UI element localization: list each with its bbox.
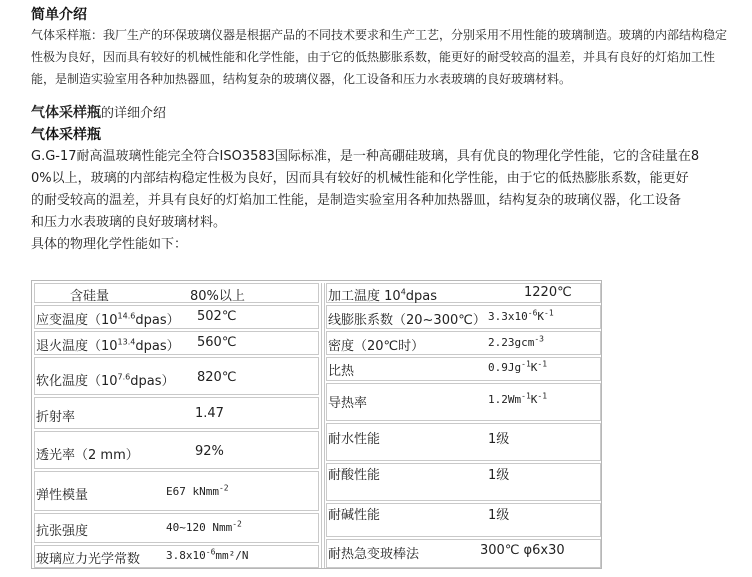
table-divider — [321, 283, 325, 568]
property-value: 1220℃ — [524, 285, 572, 300]
value-part: E67 kNmm — [166, 485, 219, 498]
property-value — [488, 361, 547, 374]
value-sup: -1 — [537, 391, 548, 401]
property-label: 线膨胀系数（20~300℃） — [328, 313, 486, 328]
property-label: 折射率 — [36, 410, 76, 425]
value-sup: -6 — [205, 547, 216, 557]
value-part: K — [537, 310, 545, 323]
detail-line: 和压力水表玻璃的良好玻璃材料。 — [31, 215, 227, 230]
intro-title: 简单介绍 — [31, 7, 87, 23]
property-value — [166, 549, 249, 562]
property-label: 抗张强度 — [36, 524, 89, 539]
property-label: 导热率 — [328, 396, 368, 411]
property-value: 92% — [195, 444, 224, 459]
property-label: 耐碱性能 — [328, 508, 381, 523]
table-cell — [34, 397, 319, 429]
property-value: 820℃ — [197, 370, 237, 385]
property-label: 透光率（2 mm） — [36, 448, 139, 463]
detail-line: G.G-17耐高温玻璃性能完全符合ISO3583国际标准，是一种高硼硅玻璃，具有优良的物理化学性能，它的含硅量在8 — [31, 149, 700, 164]
property-label: 含硅量 — [70, 289, 110, 304]
value-part: K — [530, 393, 538, 406]
property-label — [328, 285, 437, 304]
detail-line: 的耐受较高的温差，并具有良好的灯焰加工性能，是制造实验室用各种加热器皿，结构复杂的玻璃仪器，化工设备 — [31, 193, 682, 208]
property-value — [488, 393, 547, 406]
value-part: 0.9Jg — [488, 361, 522, 374]
label-part: dpas） — [130, 374, 175, 389]
detail-paragraph — [31, 146, 699, 256]
properties-table — [31, 280, 602, 569]
detail-heading — [31, 102, 166, 122]
property-label — [36, 309, 180, 328]
value-part: K — [530, 361, 538, 374]
property-label: 弹性模量 — [36, 488, 89, 503]
value-sup: -1 — [521, 359, 531, 369]
label-part: dpas） — [135, 313, 180, 328]
value-part: mm²/N — [215, 549, 249, 562]
table-cell — [326, 383, 601, 421]
value-part: 3.3x10 — [488, 310, 528, 323]
label-part: 软化温度（10 — [36, 374, 118, 389]
value-sup: -2 — [218, 483, 229, 493]
intro-line: 气体采样瓶：我厂生产的环保玻璃仪器是根据产品的不同技术要求和生产工艺，分别采用不用性能的玻璃制造。玻璃的内部结构稳定 — [31, 28, 728, 42]
property-value — [488, 310, 554, 323]
label-part: dpas） — [135, 339, 180, 354]
label-sup: 14.6 — [117, 311, 136, 321]
property-value: 560℃ — [197, 335, 237, 350]
label-sup: 4 — [400, 287, 406, 297]
label-part: 退火温度（10 — [36, 339, 118, 354]
property-value: 1级 — [488, 508, 510, 523]
value-sup: -1 — [521, 391, 531, 401]
property-label — [36, 335, 180, 354]
property-label: 耐酸性能 — [328, 468, 381, 483]
property-value: 502℃ — [197, 309, 237, 324]
label-sup: 7.6 — [117, 372, 131, 382]
property-label: 密度（20℃时） — [328, 339, 425, 354]
property-value: 1.47 — [195, 406, 224, 421]
value-sup: -3 — [534, 334, 544, 344]
property-value: 1级 — [488, 468, 510, 483]
detail-heading-bold: 气体采样瓶 — [31, 105, 101, 121]
property-label: 比热 — [328, 364, 355, 379]
value-sup: -1 — [537, 359, 548, 369]
intro-line: 能，是制造实验室用各种加热器皿，结构复杂的玻璃仪器，化工设备和压力水表玻璃的良好玻璃材料。 — [31, 72, 572, 86]
property-value: 80%以上 — [190, 289, 245, 304]
property-value: 300℃ φ6x30 — [480, 543, 565, 558]
property-value — [488, 336, 544, 349]
property-label: 耐水性能 — [328, 432, 381, 447]
value-part: 2.23gcm — [488, 336, 535, 349]
value-sup: -6 — [527, 308, 538, 318]
property-label: 玻璃应力光学常数 — [36, 552, 141, 567]
value-part: 40~120 Nmm — [166, 521, 233, 534]
property-value: 1级 — [488, 432, 510, 447]
property-label — [36, 370, 175, 389]
detail-line: 0%以上，玻璃的内部结构稳定性极为良好，因而具有较好的机械性能和化学性能，由于它的低热膨胀系数，能更好 — [31, 171, 689, 186]
table-cell — [326, 357, 601, 381]
detail-heading-rest: 的详细介绍 — [101, 106, 167, 121]
intro-line: 性极为良好，因而具有较好的机械性能和化学性能，由于它的低热膨胀系数，能更好的耐受较高的温差，并具有良好的灯焰加工性 — [31, 50, 716, 64]
property-label: 耐热急变玻棒法 — [328, 547, 420, 562]
value-part: 1.2Wm — [488, 393, 522, 406]
detail-subtitle: 气体采样瓶 — [31, 127, 101, 143]
property-value — [166, 521, 242, 534]
label-part: 应变温度（10 — [36, 313, 118, 328]
table-intro: 具体的物理化学性能如下： — [31, 237, 188, 252]
value-sup: -1 — [544, 308, 554, 318]
label-part: dpas — [405, 289, 438, 304]
intro-paragraph — [31, 24, 727, 90]
value-part: 3.8x10 — [166, 549, 206, 562]
label-part: 加工温度 10 — [328, 289, 401, 304]
property-value — [166, 485, 229, 498]
label-sup: 13.4 — [117, 337, 136, 347]
value-sup: -2 — [232, 519, 242, 529]
